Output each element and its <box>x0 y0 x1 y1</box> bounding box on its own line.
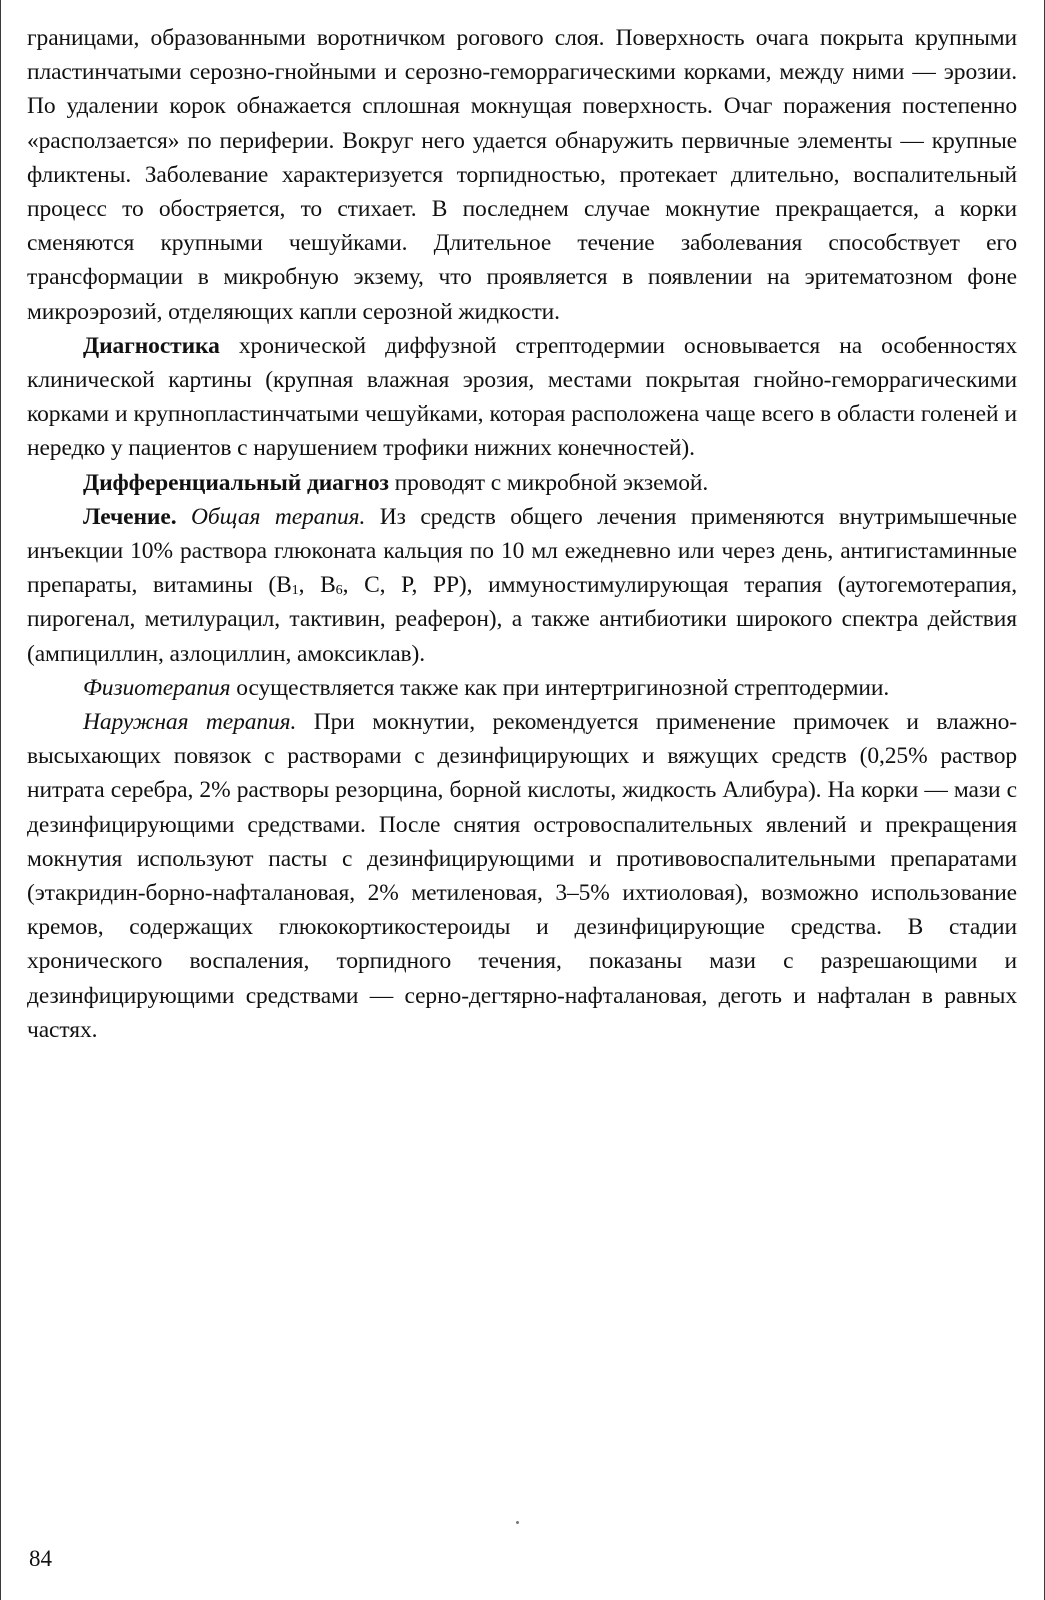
term-external-therapy: Наружная терапия. <box>83 709 297 736</box>
paragraph-physiotherapy <box>27 671 1017 705</box>
term-differential-diagnosis: Дифференциальный диагноз <box>83 469 389 496</box>
paragraph-diagnostics <box>27 329 1017 466</box>
term-diagnostics: Диагностика <box>83 332 220 359</box>
paragraph-differential-diagnosis <box>27 466 1017 500</box>
paragraph-text: Из средств общего лечения применяются внутримышечные инъекции 10% раствора глюконата кальция по 10 мл ежедневно или через день, антигистаминные препараты, витамины (B <box>27 503 1017 599</box>
paragraph-text: При мокнутии, рекомендуется применение примочек и влажно-высыхающих повязок с растворами с дезинфицирующих и вяжущих средств (0,25% раствор нитрата серебра, 2% растворы резорцина, борной кислоты, жидкость Алибура). На корки — мази с дезинфицирующими средствами. После снятия островоспалительных явлений и прекращения мокнутия используют пасты с дезинфицирующими и противовоспалительными препаратами (этакридин-борно-нафталановая, 2% метиленовая, 3–5% ихтиоловая), возможно использование кремов, содержащих глюкокортикостероиды и дезинфицирующие средства. В стадии хронического воспаления, торпидного течения, показаны мази с разрешающими и дезинфицирующими средствами — серно-дегтярно-нафталановая, деготь и нафталан в равных частях. <box>27 709 1017 1043</box>
subscript-b6: 6 <box>335 582 343 599</box>
subscript-b1: 1 <box>291 582 299 599</box>
paragraph-text: границами, образованными воротничком рогового слоя. Поверхность очага покрыта крупными пластинчатыми серозно-гнойными и серозно-геморрагическими корками, между ними — эрозии. По удалении корок обнажается сплошная мокнущая поверхность. Очаг поражения постепенно «расползается» по периферии. Вокруг него удается обнаружить первичные элементы — крупные фликтены. Заболевание характеризуется торпидностью, протекает длительно, воспалительный процесс то обостряется, то стихает. В последнем случае мокнутие прекращается, а корки сменяются крупными чешуйками. Длительное течение заболевания способствует его трансформации в микробную экзему, что проявляется в появлении на эритематозном фоне микроэрозий, отделяющих капли серозной жидкости. <box>27 25 1017 325</box>
paragraph-external-therapy <box>27 705 1017 1047</box>
scan-speck <box>516 1521 519 1524</box>
page-number: 84 <box>29 1546 52 1571</box>
paragraph-treatment <box>27 500 1017 671</box>
paragraph-continuation <box>27 21 1017 329</box>
term-physiotherapy: Физиотерапия <box>83 674 231 701</box>
paragraph-text: осуществляется также как при интертригинозной стрептодермии. <box>230 674 890 701</box>
paragraph-text: хронической диффузной стрептодермии основывается на особенностях клинической картины (крупная влажная эрозия, местами покрытая гнойно-геморрагическими корками и крупнопластинчатыми чешуйками, которая расположена чаще всего в области голеней и нередко у пациентов с нарушением трофики нижних конечностей). <box>27 332 1017 462</box>
body-text <box>27 21 1017 1047</box>
term-treatment: Лечение. <box>83 503 177 530</box>
paragraph-text: , B <box>298 572 336 599</box>
term-general-therapy: Общая терапия. <box>176 503 366 530</box>
paragraph-text: , C, P, PP), иммуностимулирующая терапия (аутогемотерапия, пирогенал, метилурацил, тактивин, реаферон), а также антибиотики широкого спектра действия (ампициллин, азлоциллин, амоксиклав). <box>27 572 1018 667</box>
paragraph-text: проводят с микробной экземой. <box>388 469 709 496</box>
